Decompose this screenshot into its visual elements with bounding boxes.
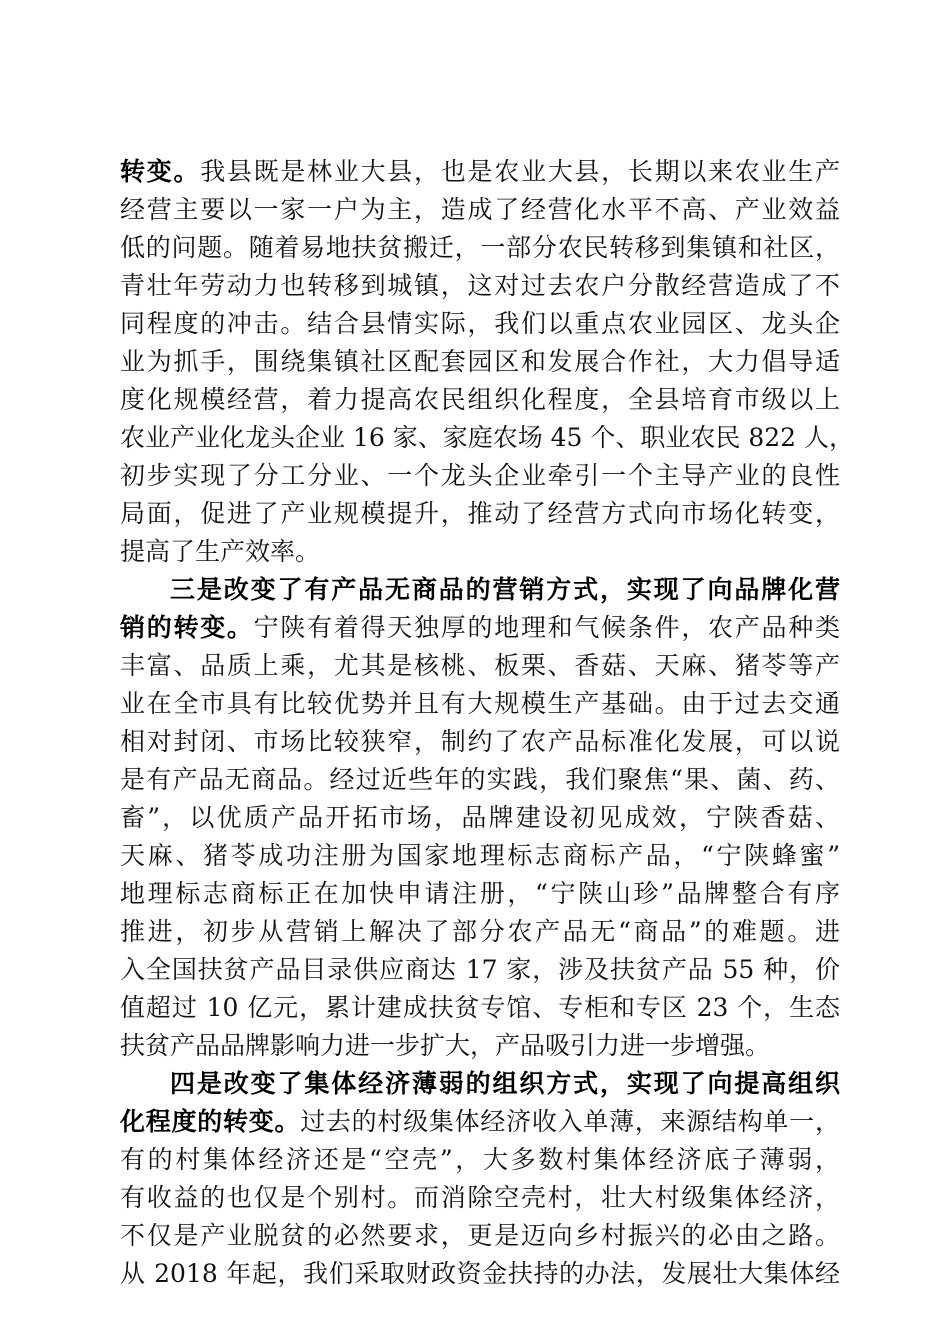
text-line: 农业产业化龙头企业 16 家、家庭农场 45 个、职业农民 822 人， xyxy=(120,423,855,452)
text-line: 化程度的转变。过去的村级集体经济收入单薄，来源结构单一， xyxy=(120,1107,840,1136)
section-heading-4: 四是改变了集体经济薄弱的组织方式，实现了向提高组织 xyxy=(170,1069,840,1098)
text-line: 有收益的也仅是个别村。而消除空壳村，壮大村级集体经济， xyxy=(120,1183,840,1212)
text-line: 青壮年劳动力也转移到城镇，这对过去农户分散经营造成了不 xyxy=(120,271,840,300)
text-line: 是有产品无商品。经过近些年的实践，我们聚焦“果、菌、药、 xyxy=(120,765,840,794)
text-line: 入全国扶贫产品目录供应商达 17 家，涉及扶贫产品 55 种，价 xyxy=(120,955,840,984)
text-line: 业在全市具有比较优势并且有大规模生产基础。由于过去交通 xyxy=(120,689,840,718)
text-line: 相对封闭、市场比较狭窄，制约了农产品标准化发展，可以说 xyxy=(120,727,840,756)
text-line: 丰富、品质上乘，尤其是核桃、板栗、香菇、天麻、猪苓等产 xyxy=(120,651,840,680)
text-line: 值超过 10 亿元，累计建成扶贫专馆、专柜和专区 23 个，生态 xyxy=(120,993,840,1022)
text-line: 低的问题。随着易地扶贫搬迁，一部分农民转移到集镇和社区， xyxy=(120,233,840,262)
section-heading-3: 三是改变了有产品无商品的营销方式，实现了向品牌化营 xyxy=(170,575,840,604)
text-line: 经营主要以一家一户为主，造成了经营化水平不高、产业效益 xyxy=(120,195,840,224)
text-line: 地理标志商标正在加快申请注册，“宁陕山珍”品牌整合有序 xyxy=(120,879,840,908)
text-line: 销的转变。宁陕有着得天独厚的地理和气候条件，农产品种类 xyxy=(120,613,840,642)
text-line: 不仅是产业脱贫的必然要求，更是迈向乡村振兴的必由之路。 xyxy=(120,1221,840,1250)
text-line: 畜”，以优质产品开拓市场，品牌建设初见成效，宁陕香菇、 xyxy=(120,803,840,832)
text-line: 从 2018 年起，我们采取财政资金扶持的办法，发展壮大集体经 xyxy=(120,1259,840,1288)
text-line: 度化规模经营，着力提高农民组织化程度，全县培育市级以上 xyxy=(120,385,840,414)
text-line: 推进，初步从营销上解决了部分农产品无“商品”的难题。进 xyxy=(120,917,840,946)
text-line: 初步实现了分工分业、一个龙头企业牵引一个主导产业的良性 xyxy=(120,461,840,490)
text-line: 局面，促进了产业规模提升，推动了经营方式向市场化转变， xyxy=(120,499,840,528)
paragraph-end-line: 扶贫产品品牌影响力进一步扩大，产品吸引力进一步增强。 xyxy=(120,1031,771,1060)
paragraph-end-line: 提高了生产效率。 xyxy=(120,537,321,566)
text-line: 同程度的冲击。结合县情实际，我们以重点农业园区、龙头企 xyxy=(120,309,840,338)
text-line: 业为抓手，围绕集镇社区配套园区和发展合作社，大力倡导适 xyxy=(120,347,840,376)
text-line: 有的村集体经济还是“空壳”，大多数村集体经济底子薄弱， xyxy=(120,1145,840,1174)
text-line: 天麻、猪苓成功注册为国家地理标志商标产品，“宁陕蜂蜜” xyxy=(120,841,840,870)
text-line: 转变。我县既是林业大县，也是农业大县，长期以来农业生产 xyxy=(120,157,840,186)
